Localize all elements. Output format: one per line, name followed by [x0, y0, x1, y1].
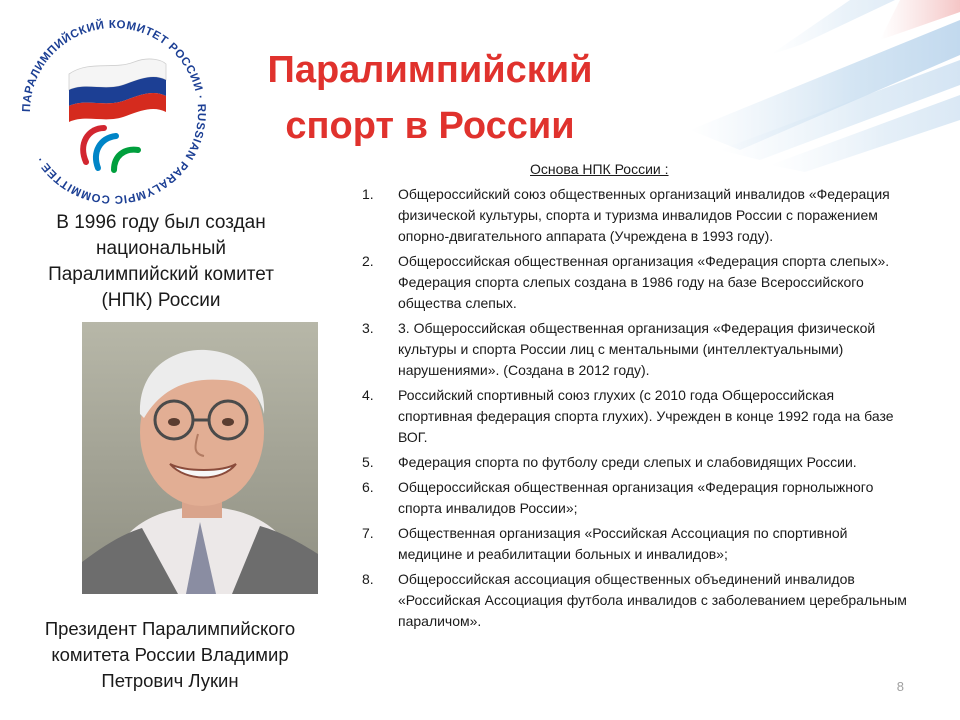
list-item-number: 6.	[362, 479, 374, 495]
list-item-text: Российский спортивный союз глухих (с 2010 года Общероссийская спортивная федерация спорта глухих). Учрежден в конце 1992 года на базе ВОГ.	[398, 387, 894, 445]
page-number: 8	[896, 679, 904, 694]
list-item-text: Общественная организация «Российская Ассоциация по спортивной медицине и реабилитации больных и инвалидов»;	[398, 525, 848, 562]
title-line-2: спорт в России	[285, 105, 575, 147]
list-item-text: Федерация спорта по футболу среди слепых и слабовидящих России.	[398, 454, 857, 470]
list-item-text: Общероссийская ассоциация общественных объединений инвалидов «Российская Ассоциация футбола инвалидов с заболеванием церебральным параличом».	[398, 571, 907, 629]
list-item-number: 3.	[362, 320, 374, 336]
list-item	[362, 452, 910, 473]
intro-text: В 1996 году был создан национальный Паралимпийский комитет (НПК) России	[48, 212, 274, 311]
list-item	[362, 385, 910, 448]
list-item	[362, 569, 910, 632]
slide-title	[220, 42, 640, 154]
list-item-text: 3. Общероссийская общественная организация «Федерация физической культуры и спорта России лиц с ментальными (интеллектуальными) нарушениями». (Создана в 2012 году).	[398, 320, 876, 378]
list-item-number: 4.	[362, 387, 374, 403]
list-item-number: 8.	[362, 571, 374, 587]
list-item	[362, 318, 910, 381]
logo-ring-text: ПАРАЛИМПИЙСКИЙ КОМИТЕТ РОССИИ · RUSSIAN PARALYMPIC COMMITTEE ·	[20, 18, 208, 206]
list-item-text: Общероссийская общественная организация «Федерация горнолыжного спорта инвалидов России»;	[398, 479, 874, 516]
title-line-1: Паралимпийский	[267, 49, 593, 91]
photo-caption: Президент Паралимпийского комитета России Владимир Петрович Лукин	[44, 618, 296, 691]
list-item	[362, 184, 910, 247]
list-title: Основа НПК России :	[530, 161, 669, 177]
organization-list	[362, 184, 910, 636]
list-item-number: 1.	[362, 186, 374, 202]
list-item	[362, 251, 910, 314]
list-item-text: Общероссийский союз общественных организаций инвалидов «Федерация физической культуры, спорта и туризма инвалидов России с поражением опорно-двигательного аппарата (Учреждена в 1993 году).	[398, 186, 890, 244]
list-item-number: 5.	[362, 454, 374, 470]
paralympic-committee-logo	[14, 12, 214, 212]
list-item	[362, 477, 910, 519]
list-item-number: 7.	[362, 525, 374, 541]
list-item	[362, 523, 910, 565]
list-item-text: Общероссийская общественная организация «Федерация спорта слепых». Федерация спорта слепых создана в 1986 году на базе Всероссийского общества слепых.	[398, 253, 890, 311]
president-portrait	[82, 322, 318, 594]
list-item-number: 2.	[362, 253, 374, 269]
